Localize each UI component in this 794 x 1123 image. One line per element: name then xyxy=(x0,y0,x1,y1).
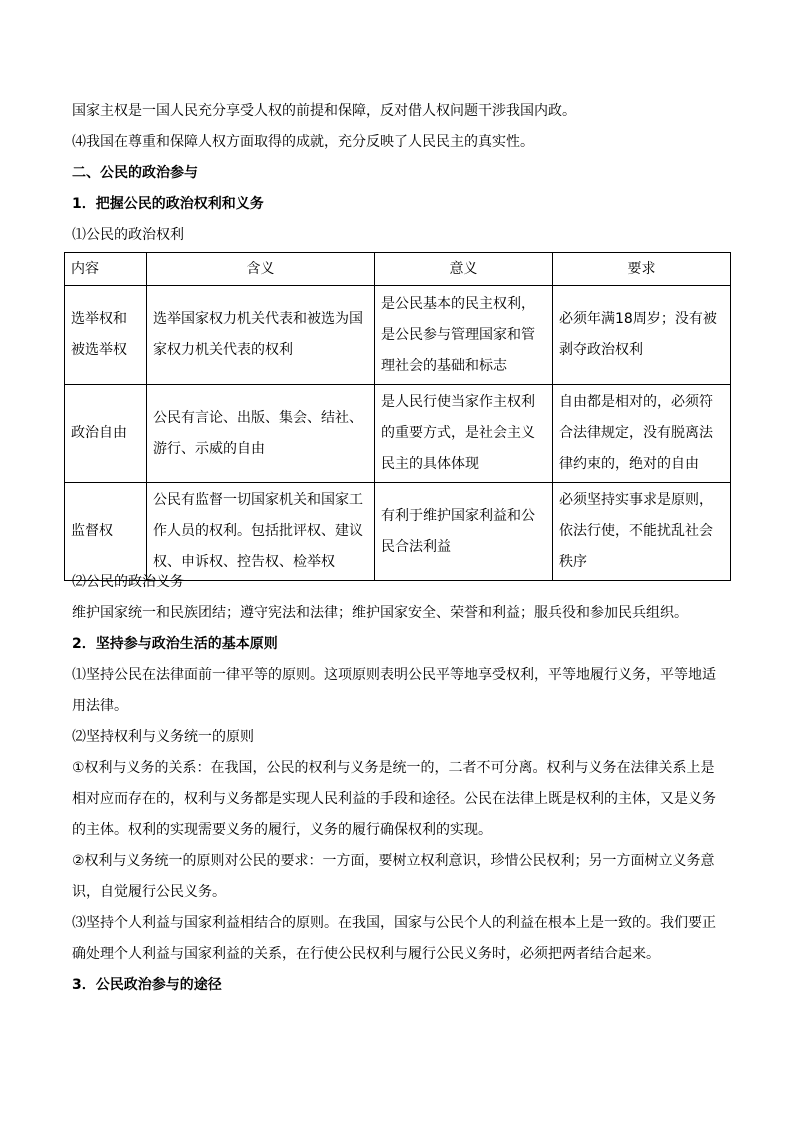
row-requirement: 必须年满18周岁；没有被剥夺政治权利 xyxy=(559,311,717,358)
row-name: 政治自由 xyxy=(71,425,127,441)
principle-equality-line-1: ⑴坚持公民在法律面前一律平等的原则。这项原则表明公民平等地享受权利，平等地履行义务，平等地适 xyxy=(72,667,716,683)
row-significance-cell xyxy=(375,483,553,581)
citizen-requirement-line-1: ②权利与义务统一的原则对公民的要求：一方面，要树立权利意识，珍惜公民权利；另一方面树立义务意 xyxy=(72,853,715,869)
rights-duties-relation-line-1: ①权利与义务的关系：在我国，公民的权利与义务是统一的，二者不可分离。权利与义务在法律关系上是 xyxy=(72,760,715,776)
row-significance-cell xyxy=(375,385,553,483)
subsection-heading-2: 2．坚持参与政治生活的基本原则 xyxy=(72,636,278,652)
row-name: 监督权 xyxy=(71,523,113,539)
row-requirement-cell xyxy=(553,385,731,483)
rights-duties-relation-line-2: 相对应而存在的，权利与义务都是实现人民利益的手段和途径。公民在法律上既是权利的主体，又是义务 xyxy=(72,791,716,807)
table-header-row xyxy=(65,253,731,286)
subsection-heading-3: 3．公民政治参与的途径 xyxy=(72,977,222,993)
citizen-requirement-line-2: 识，自觉履行公民义务。 xyxy=(72,884,226,900)
row-name: 选举权和被选举权 xyxy=(71,311,127,358)
row-meaning-cell xyxy=(147,385,375,483)
principle-unity-title: ⑵坚持权利与义务统一的原则 xyxy=(72,729,254,745)
header-content: 内容 xyxy=(65,253,147,286)
principle-interests-line-1: ⑶坚持个人利益与国家利益相结合的原则。在我国，国家与公民个人的利益在根本上是一致的。我们要正 xyxy=(72,915,716,931)
row-significance: 有利于维护国家利益和公民合法利益 xyxy=(381,507,535,555)
row-meaning-cell xyxy=(147,483,375,581)
row-meaning: 公民有监督一切国家机关和国家工作人员的权利。包括批评权、建议权、申诉权、控告权、检举权 xyxy=(153,492,363,570)
political-rights-table xyxy=(64,252,731,581)
row-significance: 是公民基本的民主权利，是公民参与管理国家和管理社会的基础和标志 xyxy=(381,295,535,374)
row-requirement: 必须坚持实事求是原则，依法行使，不能扰乱社会秩序 xyxy=(559,492,713,570)
political-rights-label: ⑴公民的政治权利 xyxy=(72,227,184,243)
section-heading: 二、公民的政治参与 xyxy=(72,165,198,181)
row-requirement-cell xyxy=(553,483,731,581)
row-name-cell xyxy=(65,385,147,483)
principle-equality-line-2: 用法律。 xyxy=(72,698,128,714)
table-row xyxy=(65,385,731,483)
row-meaning: 选举国家权力机关代表和被选为国家权力机关代表的权利 xyxy=(153,311,363,358)
row-significance: 是人民行使当家作主权利的重要方式，是社会主义民主的具体体现 xyxy=(381,394,535,472)
header-meaning: 含义 xyxy=(147,253,375,286)
header-requirement: 要求 xyxy=(553,253,731,286)
paragraph-achievement: ⑷我国在尊重和保障人权方面取得的成就，充分反映了人民民主的真实性。 xyxy=(72,134,534,150)
row-meaning: 公民有言论、出版、集会、结社、游行、示威的自由 xyxy=(153,409,363,457)
subsection-heading-1: 1．把握公民的政治权利和义务 xyxy=(72,196,264,212)
principle-interests-line-2: 确处理个人利益与国家利益的关系，在行使公民权利与履行公民义务时，必须把两者结合起来。 xyxy=(72,946,660,962)
row-name-cell xyxy=(65,286,147,385)
political-duties-text: 维护国家统一和民族团结；遵守宪法和法律；维护国家安全、荣誉和利益；服兵役和参加民兵组织。 xyxy=(72,605,688,621)
row-requirement-cell xyxy=(553,286,731,385)
row-significance-cell xyxy=(375,286,553,385)
table-row xyxy=(65,483,731,581)
rights-duties-relation-line-3: 的主体。权利的实现需要义务的履行，义务的履行确保权利的实现。 xyxy=(72,822,492,838)
row-requirement: 自由都是相对的，必须符合法律规定，没有脱离法律约束的，绝对的自由 xyxy=(559,394,713,472)
row-meaning-cell xyxy=(147,286,375,385)
table-row xyxy=(65,286,731,385)
row-name-cell xyxy=(65,483,147,581)
header-significance: 意义 xyxy=(375,253,553,286)
paragraph-sovereignty: 国家主权是一国人民充分享受人权的前提和保障，反对借人权问题干涉我国内政。 xyxy=(72,103,576,119)
political-duties-label: ⑵公民的政治义务 xyxy=(72,574,184,590)
